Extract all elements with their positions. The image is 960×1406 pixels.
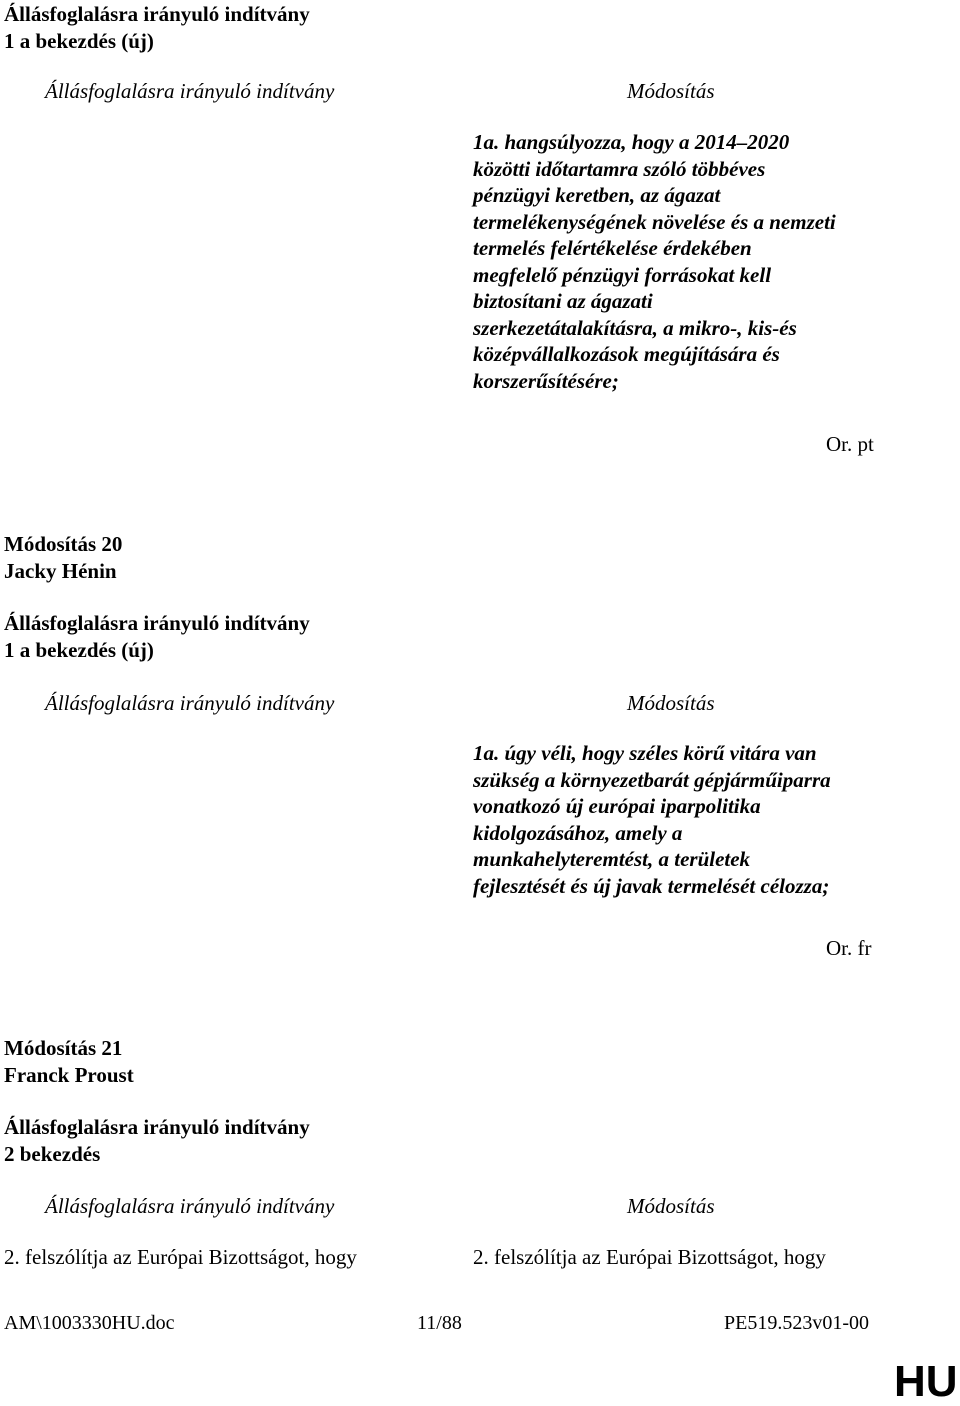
original-language: Or. pt (826, 432, 874, 456)
paragraph-ref: 1 a bekezdés (új) (4, 638, 154, 662)
amendment-line: kidolgozásához, amely a (473, 820, 683, 845)
column-header-right: Módosítás (627, 691, 715, 715)
amendment-line: pénzügyi keretben, az ágazat (473, 183, 721, 207)
amendment-line: középvállalkozások megújítására és (473, 342, 780, 366)
paragraph-ref: 1 a bekezdés (új) (4, 29, 154, 53)
motion-title: Állásfoglalásra irányuló indítvány (4, 1115, 310, 1139)
amendment-number: Módosítás 20 (4, 532, 123, 556)
amended-text: 2. felszólítja az Európai Bizottságot, hogy (473, 1245, 826, 1269)
amendment-line: termelékenységének növelése és a nemzeti (473, 209, 836, 234)
amendment-author: Franck Proust (4, 1063, 134, 1087)
motion-title: Állásfoglalásra irányuló indítvány (4, 611, 310, 635)
column-header-left: Állásfoglalásra irányuló indítvány (45, 1194, 335, 1218)
footer-page-number: 11/88 (417, 1312, 462, 1334)
amendment-line: szerkezetátalakításra, a mikro-, kis-és (473, 315, 797, 340)
column-header-left: Állásfoglalásra irányuló indítvány (45, 79, 335, 103)
original-language: Or. fr (826, 936, 872, 960)
column-header-left: Állásfoglalásra irányuló indítvány (45, 691, 335, 715)
column-header-right: Módosítás (627, 79, 715, 103)
original-text: 2. felszólítja az Európai Bizottságot, hogy (4, 1245, 357, 1269)
amendment-text (473, 740, 903, 899)
paragraph-ref: 2 bekezdés (4, 1142, 101, 1166)
footer-doc-ref: AM\1003330HU.doc (4, 1312, 175, 1334)
motion-title: Állásfoglalásra irányuló indítvány (4, 2, 310, 26)
amendment-line: 1a. úgy véli, hogy széles körű vitára van (473, 741, 817, 765)
amendment-line: közötti időtartamra szóló többéves (473, 156, 766, 181)
amendment-line: biztosítani az ágazati (473, 289, 653, 313)
amendment-line: megfelelő pénzügyi forrásokat kell (473, 262, 772, 287)
column-header-right: Módosítás (627, 1194, 715, 1218)
amendment-line: fejlesztését és új javak termelését célozza; (473, 873, 830, 898)
amendment-line: korszerűsítésére; (473, 368, 619, 393)
amendment-line: vonatkozó új európai iparpolitika (473, 794, 761, 818)
amendment-number: Módosítás 21 (4, 1036, 123, 1060)
amendment-line: szükség a környezetbarát gépjárműiparra (473, 767, 831, 792)
amendment-line: munkahelyteremtést, a területek (473, 847, 751, 871)
footer-pe-ref: PE519.523v01-00 (724, 1312, 869, 1334)
amendment-line: 1a. hangsúlyozza, hogy a 2014–2020 (473, 130, 790, 154)
amendment-author: Jacky Hénin (4, 559, 117, 583)
amendment-text (473, 129, 903, 394)
language-code: HU (894, 1357, 958, 1406)
amendment-line: termelés felértékelése érdekében (473, 236, 752, 260)
